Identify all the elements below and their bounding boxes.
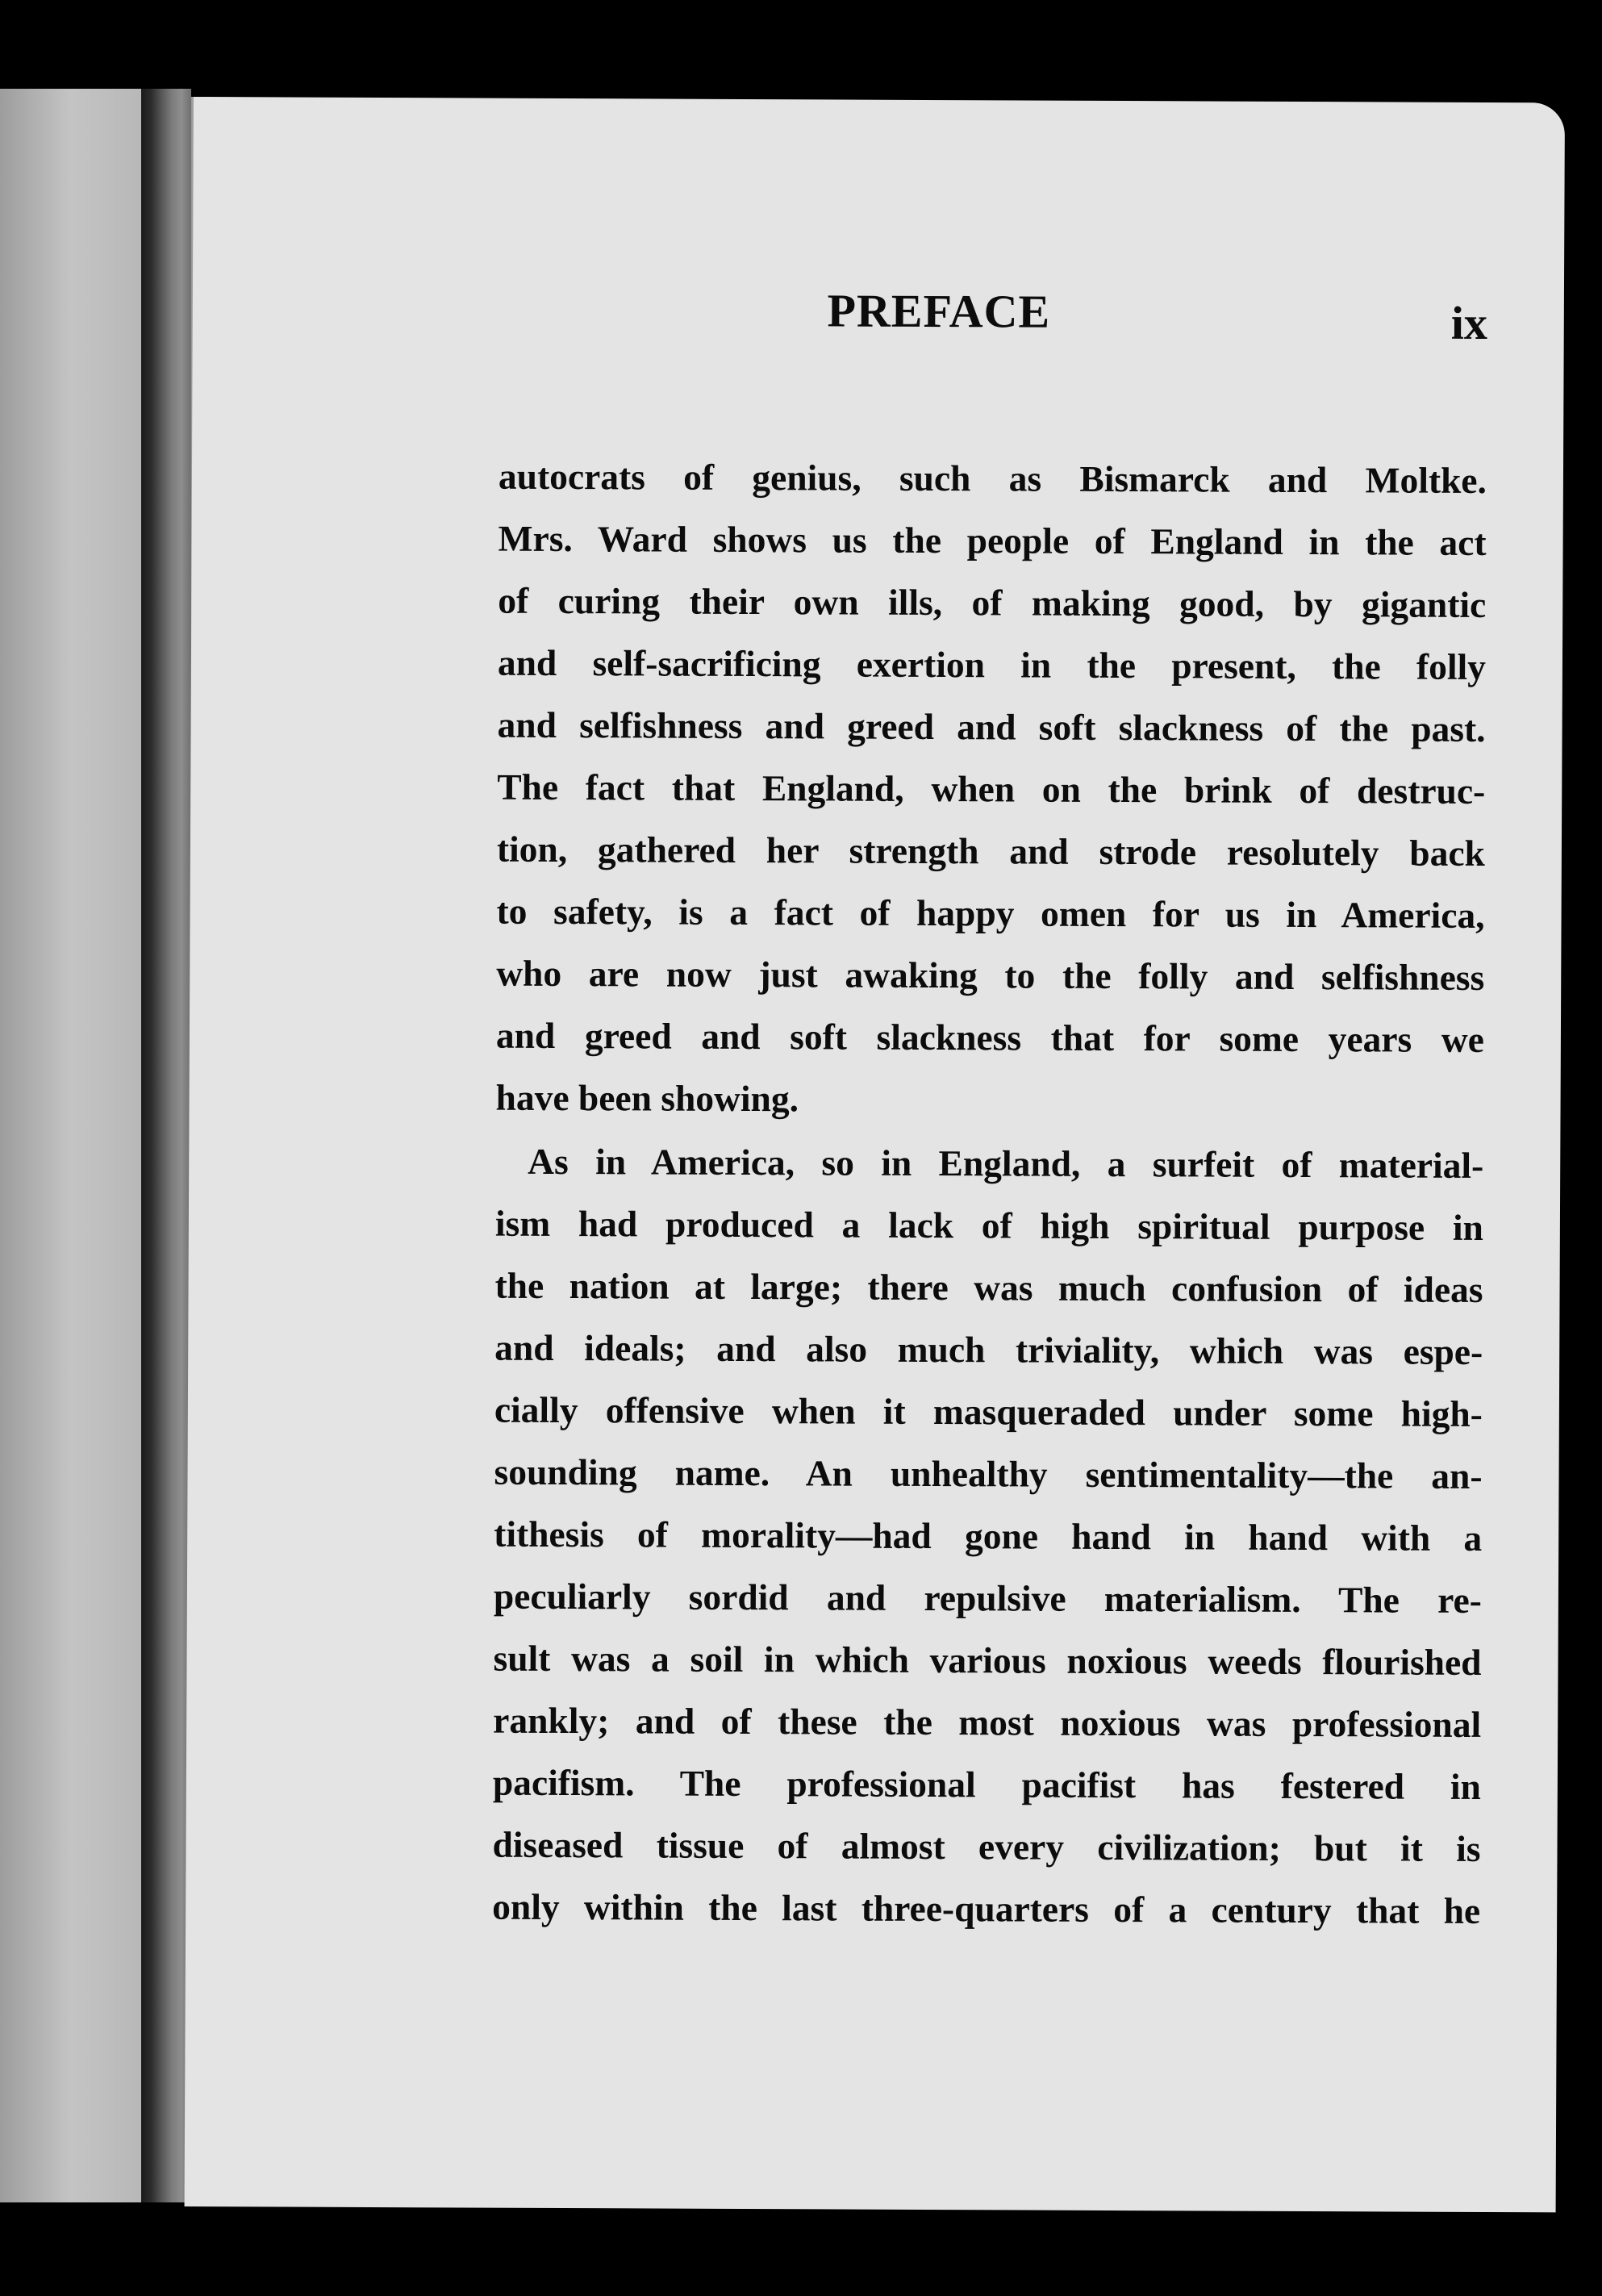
- text-line: The fact that England, when on the brink of destruc-: [497, 766, 1486, 812]
- text-line: autocrats of genius, such as Bismarck and Moltke.: [498, 455, 1487, 501]
- text-line: diseased tissue of almost every civilization; but it is: [492, 1823, 1481, 1869]
- text-line: Mrs. Ward shows us the people of England in the act: [498, 517, 1487, 563]
- text-line: rankly; and of these the most noxious was professional: [493, 1699, 1482, 1745]
- text-line: ism had produced a lack of high spiritual purpose in: [494, 1202, 1484, 1248]
- running-head: PREFACE: [827, 284, 1051, 338]
- text-line: only within the last three-quarters of a century that he: [492, 1885, 1481, 1931]
- paragraph-2: [492, 1130, 1483, 1942]
- text-line: pacifism. The professional pacifist has festered in: [492, 1761, 1481, 1807]
- text-line: have been showing.: [495, 1076, 799, 1120]
- text-line: and greed and soft slackness that for some years we: [495, 1014, 1485, 1060]
- text-line: As in America, so in England, a surfeit of material-: [528, 1140, 1484, 1186]
- text-line: sounding name. An unhealthy sentimentality—the an-: [494, 1451, 1483, 1497]
- text-line: sult was a soil in which various noxious weeds flourished: [493, 1637, 1482, 1683]
- paragraph-1: [495, 445, 1487, 1133]
- book-page: [185, 97, 1565, 2212]
- text-line: and selfishness and greed and soft slackness of the past.: [497, 703, 1486, 749]
- text-line: the nation at large; there was much confusion of ideas: [494, 1264, 1483, 1310]
- text-line: and ideals; and also much triviality, which was espe-: [494, 1326, 1483, 1372]
- text-line: peculiarly sordid and repulsive materialism. The re-: [493, 1575, 1482, 1621]
- book-spine: [141, 89, 191, 2202]
- text-line: cially offensive when it masqueraded under some high-: [494, 1388, 1483, 1434]
- facing-page-edge: [0, 89, 141, 2202]
- text-line: of curing their own ills, of making good, by gigantic: [498, 579, 1487, 625]
- text-line: tion, gathered her strength and strode resolutely back: [496, 828, 1486, 874]
- text-line: tithesis of morality—had gone hand in hand with a: [494, 1513, 1483, 1559]
- text-line: to safety, is a fact of happy omen for us in America,: [496, 890, 1485, 936]
- page-number: ix: [1450, 296, 1488, 350]
- text-line: and self-sacrificing exertion in the present, the folly: [497, 641, 1487, 687]
- body-text: [492, 445, 1487, 1942]
- text-line: who are now just awaking to the folly and selfishness: [496, 952, 1485, 998]
